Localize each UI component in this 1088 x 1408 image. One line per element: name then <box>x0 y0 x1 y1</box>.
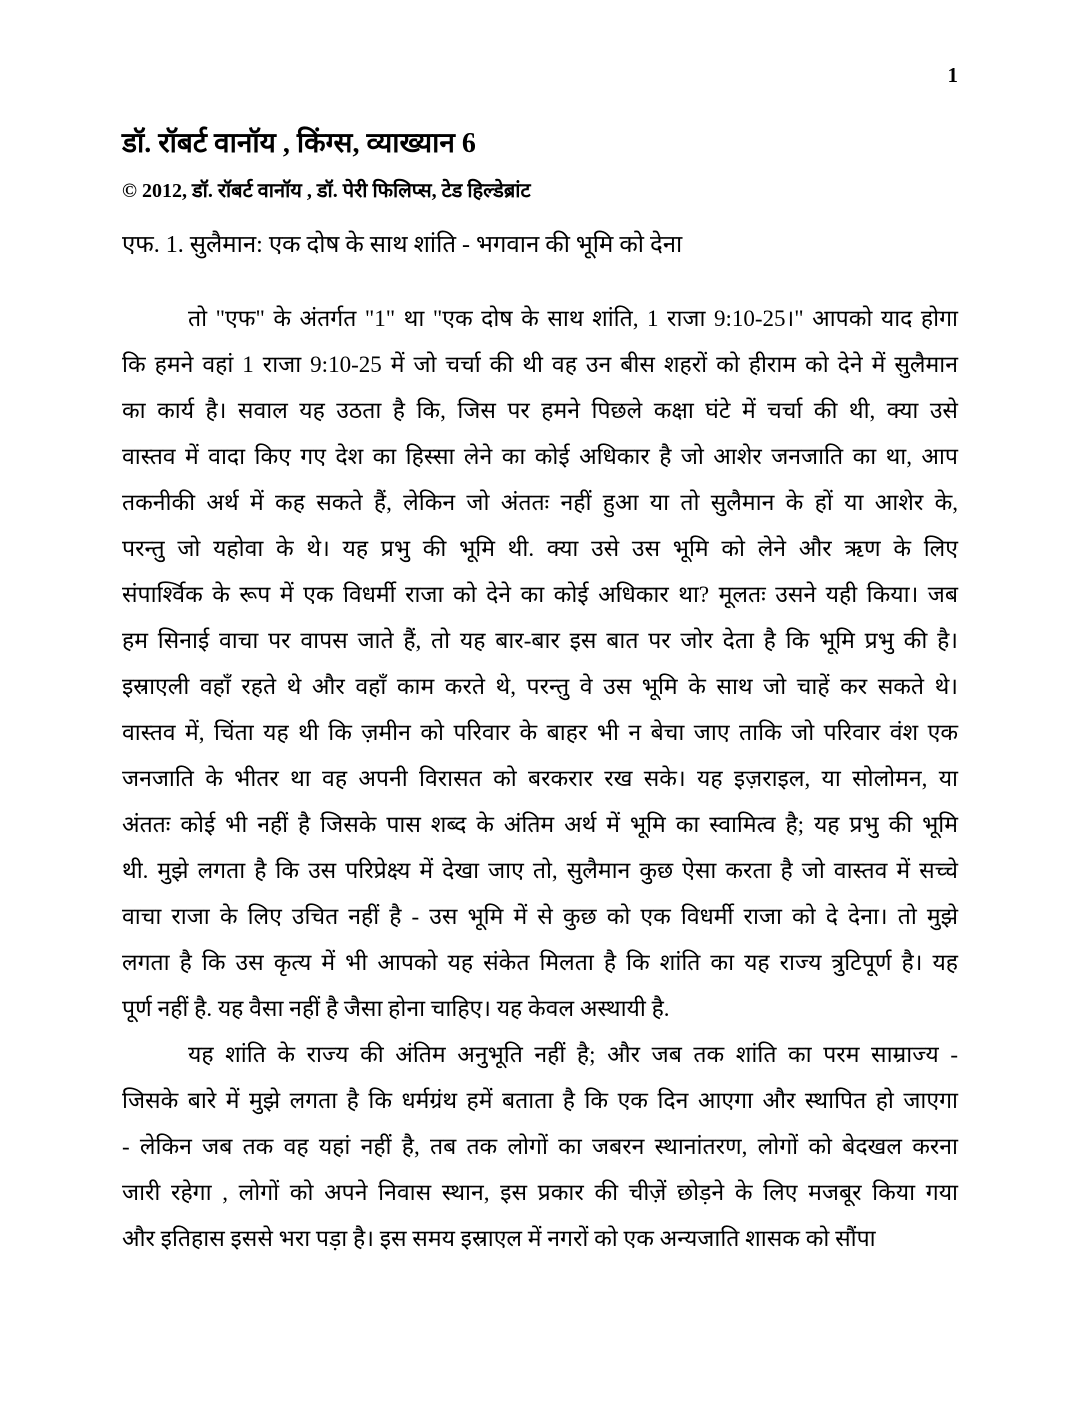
paragraph <box>122 1032 958 1262</box>
text-line: परन्तु जो यहोवा के थे। यह प्रभु की भूमि थी. क्या उसे उस भूमि को लेने और ऋण के लिए <box>122 536 958 561</box>
text-line: इस्राएली वहाँ रहते थे और वहाँ काम करते थे, परन्तु वे उस भूमि के साथ जो चाहें कर सकते थे। <box>122 674 958 699</box>
section-heading: एफ. 1. सुलैमान: एक दोष के साथ शांति - भगवान की भूमि को देना <box>122 232 683 258</box>
text-line: और इतिहास इससे भरा पड़ा है। इस समय इस्राएल में नगरों को एक अन्यजाति शासक को सौंपा <box>122 1226 876 1251</box>
text-line: संपार्श्विक के रूप में एक विधर्मी राजा को देने का कोई अधिकार था? मूलतः उसने यही किया। जब <box>122 582 958 607</box>
text-line: थी. मुझे लगता है कि उस परिप्रेक्ष्य में देखा जाए तो, सुलैमान कुछ ऐसा करता है जो वास्तव में सच्चे <box>122 858 958 883</box>
text-line: तकनीकी अर्थ में कह सकते हैं, लेकिन जो अंततः नहीं हुआ या तो सुलैमान के हों या आशेर के, <box>122 490 958 515</box>
page-number: 1 <box>947 63 958 87</box>
text-line: जनजाति के भीतर था वह अपनी विरासत को बरकरार रख सके। यह इज़राइल, या सोलोमन, या <box>122 766 958 791</box>
document-body-paragraphs <box>122 296 958 1262</box>
text-line: कि हमने वहां 1 राजा 9:10-25 में जो चर्चा की थी वह उन बीस शहरों को हीराम को देने में सुलैमान <box>122 352 958 377</box>
text-line: जारी रहेगा , लोगों को अपने निवास स्थान, इस प्रकार की चीज़ें छोड़ने के लिए मजबूर किया गया <box>122 1180 958 1205</box>
copyright-line: © 2012, डॉ. रॉबर्ट वानॉय , डॉ. पेरी फिलिप्स, टेड हिल्डेब्रांट <box>122 180 531 202</box>
text-line: जिसके बारे में मुझे लगता है कि धर्मग्रंथ हमें बताता है कि एक दिन आएगा और स्थापित हो जाएगा <box>122 1088 958 1113</box>
text-line: - लेकिन जब तक वह यहां नहीं है, तब तक लोगों का जबरन स्थानांतरण, लोगों को बेदखल करना <box>122 1134 958 1159</box>
text-line: वाचा राजा के लिए उचित नहीं है - उस भूमि में से कुछ को एक विधर्मी राजा को दे देना। तो मुझे <box>122 904 958 929</box>
text-line: तो "एफ" के अंतर्गत "1" था "एक दोष के साथ शांति, 1 राजा 9:10-25।" आपको याद होगा <box>188 306 958 331</box>
text-line: पूर्ण नहीं है. यह वैसा नहीं है जैसा होना चाहिए। यह केवल अस्थायी है. <box>122 996 670 1021</box>
text-line: अंततः कोई भी नहीं है जिसके पास शब्द के अंतिम अर्थ में भूमि का स्वामित्व है; यह प्रभु की भूमि <box>122 812 958 837</box>
text-line: लगता है कि उस कृत्य में भी आपको यह संकेत मिलता है कि शांति का यह राज्य त्रुटिपूर्ण है। यह <box>122 950 958 975</box>
text-line: का कार्य है। सवाल यह उठता है कि, जिस पर हमने पिछले कक्षा घंटे में चर्चा की थी, क्या उसे <box>122 398 958 423</box>
text-line: वास्तव में, चिंता यह थी कि ज़मीन को परिवार के बाहर भी न बेचा जाए ताकि जो परिवार वंश एक <box>122 720 958 745</box>
text-line: हम सिनाई वाचा पर वापस जाते हैं, तो यह बार-बार इस बात पर जोर देता है कि भूमि प्रभु की है। <box>122 628 958 653</box>
paragraph <box>122 296 958 1032</box>
text-line: यह शांति के राज्य की अंतिम अनुभूति नहीं है; और जब तक शांति का परम साम्राज्य - <box>188 1042 958 1067</box>
text-line: वास्तव में वादा किए गए देश का हिस्सा लेने का कोई अधिकार है जो आशेर जनजाति का था, आप <box>122 444 958 469</box>
document-title: डॉ. रॉबर्ट वानॉय , किंग्स, व्याख्यान 6 <box>122 128 476 159</box>
